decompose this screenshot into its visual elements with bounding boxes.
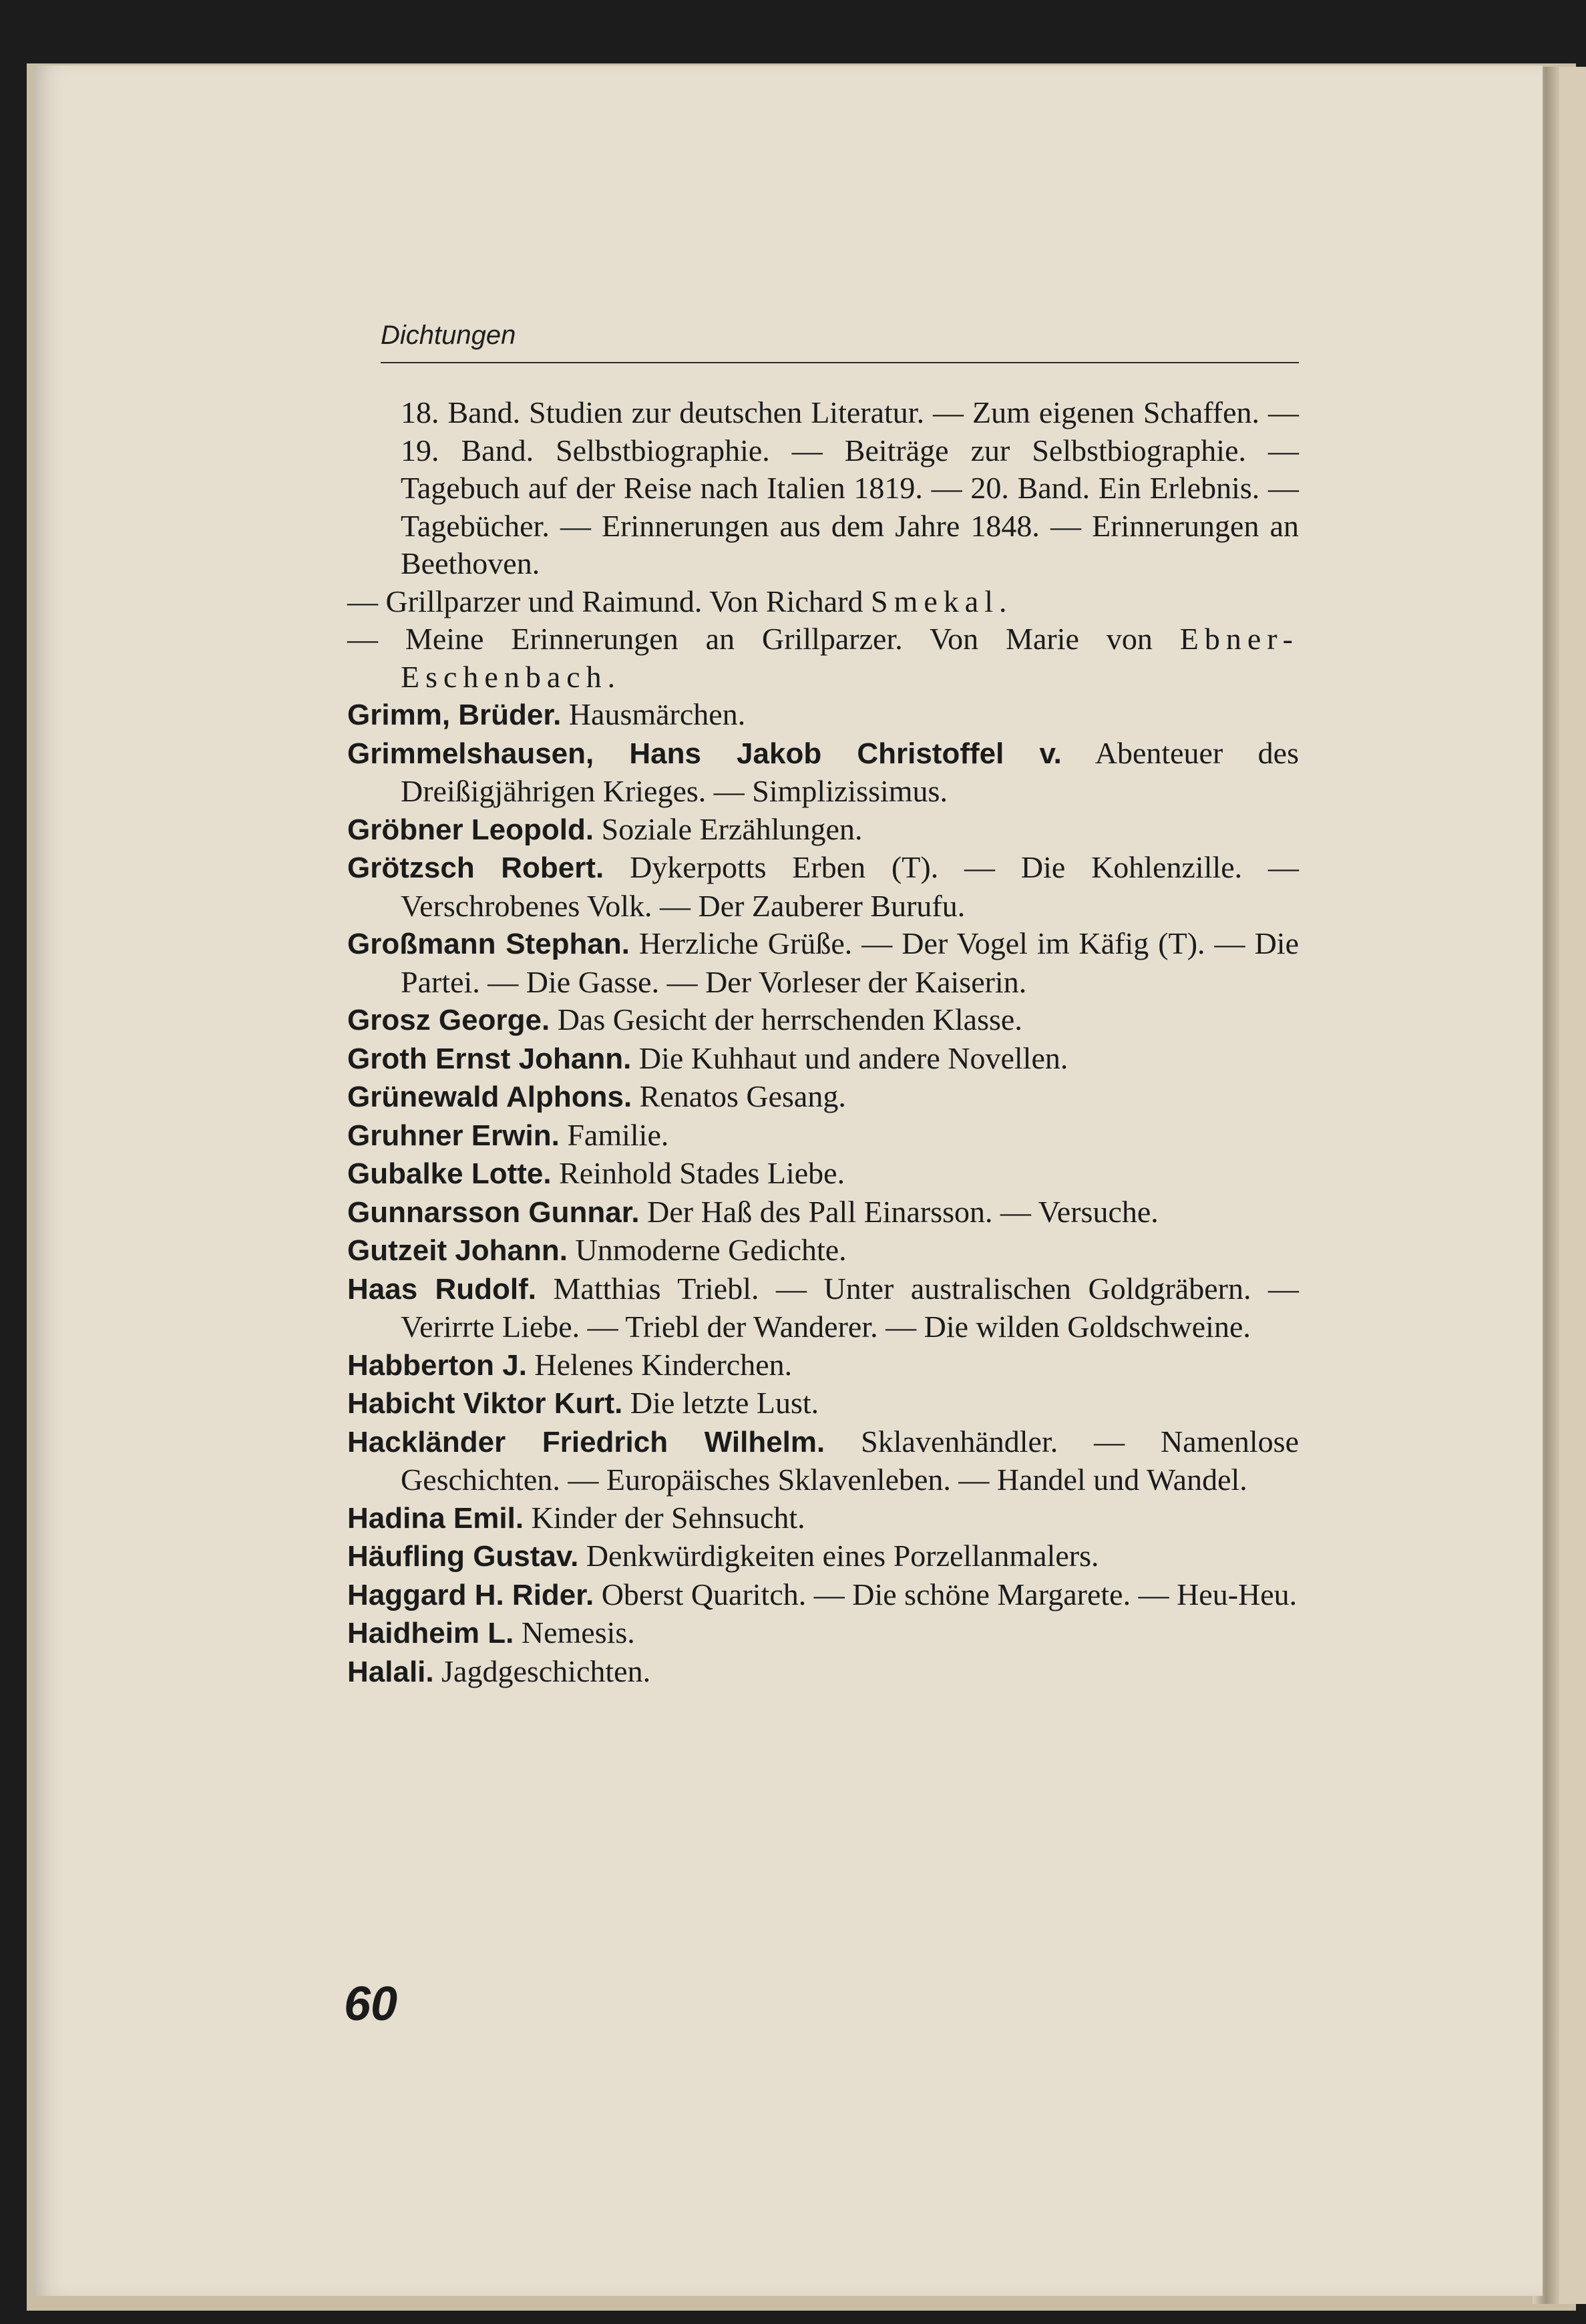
- list-item: [347, 1231, 1299, 1270]
- list-item: [347, 1614, 1299, 1653]
- index-entries: [347, 394, 1299, 1691]
- work-titles: Denkwürdigkeiten eines Porzellanmalers.: [578, 1539, 1099, 1573]
- list-item: [347, 696, 1299, 735]
- list-item: [347, 1155, 1299, 1193]
- list-item: [347, 1384, 1299, 1423]
- work-titles: Oberst Quaritch. — Die schöne Margarete. — Heu-Heu.: [594, 1577, 1298, 1611]
- work-titles: Helenes Kinderchen.: [526, 1347, 793, 1382]
- list-item: [347, 1576, 1299, 1615]
- author-name: Hackländer Friedrich Wilhelm.: [347, 1425, 825, 1459]
- list-item: [347, 1078, 1299, 1117]
- work-titles: Unmoderne Gedichte.: [568, 1233, 847, 1267]
- work-titles: Sklavenhändler. — Namenlose Geschichten. — Europäisches Sklavenleben. — Handel und Wandel.: [401, 1424, 1299, 1497]
- author-name: Großmann Stephan.: [347, 928, 630, 960]
- list-item: [347, 1270, 1299, 1346]
- list-item: [347, 1001, 1299, 1040]
- list-item: [347, 925, 1299, 1001]
- list-item: [347, 1423, 1299, 1499]
- work-titles: Der Haß des Pall Einarsson. — Versuche.: [639, 1194, 1159, 1229]
- author-name: Habberton J.: [347, 1348, 527, 1382]
- list-item: [347, 811, 1299, 849]
- author-name: Gröbner Leopold.: [347, 813, 594, 846]
- author-name: Hadina Emil.: [347, 1501, 524, 1535]
- author-name: Groth Ernst Johann.: [347, 1042, 632, 1075]
- author-name: Gubalke Lotte.: [347, 1157, 552, 1190]
- work-titles: Nemesis.: [514, 1615, 635, 1650]
- list-item: [347, 1117, 1299, 1155]
- list-item: [347, 1499, 1299, 1538]
- work-titles: Abenteuer des Dreißigjährigen Krieges. — Simplizissimus.: [401, 735, 1299, 808]
- work-titles: Herzliche Grüße. — Der Vogel im Käfig (T). — Die Partei. — Die Gasse. — Der Vorleser der Kaiserin.: [401, 926, 1299, 999]
- author-name: Gutzeit Johann.: [347, 1234, 568, 1267]
- work-titles: Dykerpotts Erben (T). — Die Kohlenzille. — Verschrobenes Volk. — Der Zauberer Burufu.: [401, 850, 1300, 923]
- work-titles: Renatos Gesang.: [632, 1079, 846, 1113]
- list-item: [347, 1346, 1299, 1385]
- entry-continuation: 18. Band. Studien zur deutschen Literatur. — Zum eigenen Schaffen. — 19. Band. Selbstbiographie. — Beiträge zur Selbstbiographie. — Tagebuch auf der Reise nach Italien 1819. — 20. Band. Ein Erlebnis. — Tagebücher. — Erinnerungen aus dem Jahre 1848. — Erinnerungen an Beethoven.: [401, 395, 1299, 580]
- author-name: Haidheim L.: [347, 1617, 514, 1650]
- work-titles: Das Gesicht der herrschenden Klasse.: [550, 1002, 1022, 1036]
- work-titles: Familie.: [559, 1117, 669, 1152]
- list-item: [347, 735, 1299, 811]
- page-number: 60: [344, 1977, 398, 2031]
- list-item: [347, 1193, 1299, 1232]
- author-name: Häufling Gustav.: [347, 1540, 579, 1573]
- header-title: Dichtungen: [381, 321, 516, 350]
- running-header: [381, 321, 1299, 363]
- author-name: Grötzsch Robert.: [347, 851, 604, 884]
- list-item: [347, 1653, 1299, 1692]
- work-titles: Die Kuhhaut und andere Novellen.: [631, 1040, 1068, 1075]
- author-name: Gruhner Erwin.: [347, 1119, 560, 1152]
- entry-continuation: — Grillparzer und Raimund. Von Richard Smekal.: [347, 584, 1007, 618]
- work-titles: Soziale Erzählungen.: [594, 811, 863, 846]
- work-titles: Kinder der Sehnsucht.: [524, 1500, 805, 1535]
- list-item: [347, 1537, 1299, 1576]
- list-item: [347, 1040, 1299, 1079]
- author-name: Grimmelshausen, Hans Jakob Christoffel v.: [347, 737, 1062, 770]
- work-titles: Hausmärchen.: [561, 697, 746, 731]
- work-titles: Reinhold Stades Liebe.: [551, 1156, 845, 1190]
- author-name: Halali.: [347, 1655, 434, 1688]
- list-item: [347, 849, 1299, 925]
- entry-continuation: — Meine Erinnerungen an Grillparzer. Von Marie von Ebner-Eschenbach.: [347, 622, 1299, 694]
- work-titles: Jagdgeschichten.: [433, 1654, 651, 1688]
- work-titles: Matthias Triebl. — Unter australischen Goldgräbern. — Verirrte Liebe. — Triebl der Wanderer. — Die wilden Goldschweine.: [401, 1271, 1300, 1344]
- author-name: Grimm, Brüder.: [347, 699, 562, 731]
- author-name: Gunnarsson Gunnar.: [347, 1195, 640, 1229]
- author-name: Grosz George.: [347, 1004, 550, 1036]
- author-name: Haggard H. Rider.: [347, 1578, 594, 1611]
- author-name: Habicht Viktor Kurt.: [347, 1387, 623, 1420]
- work-titles: Die letzte Lust.: [622, 1386, 819, 1420]
- author-name: Haas Rudolf.: [347, 1272, 536, 1306]
- author-name: Grünewald Alphons.: [347, 1081, 632, 1113]
